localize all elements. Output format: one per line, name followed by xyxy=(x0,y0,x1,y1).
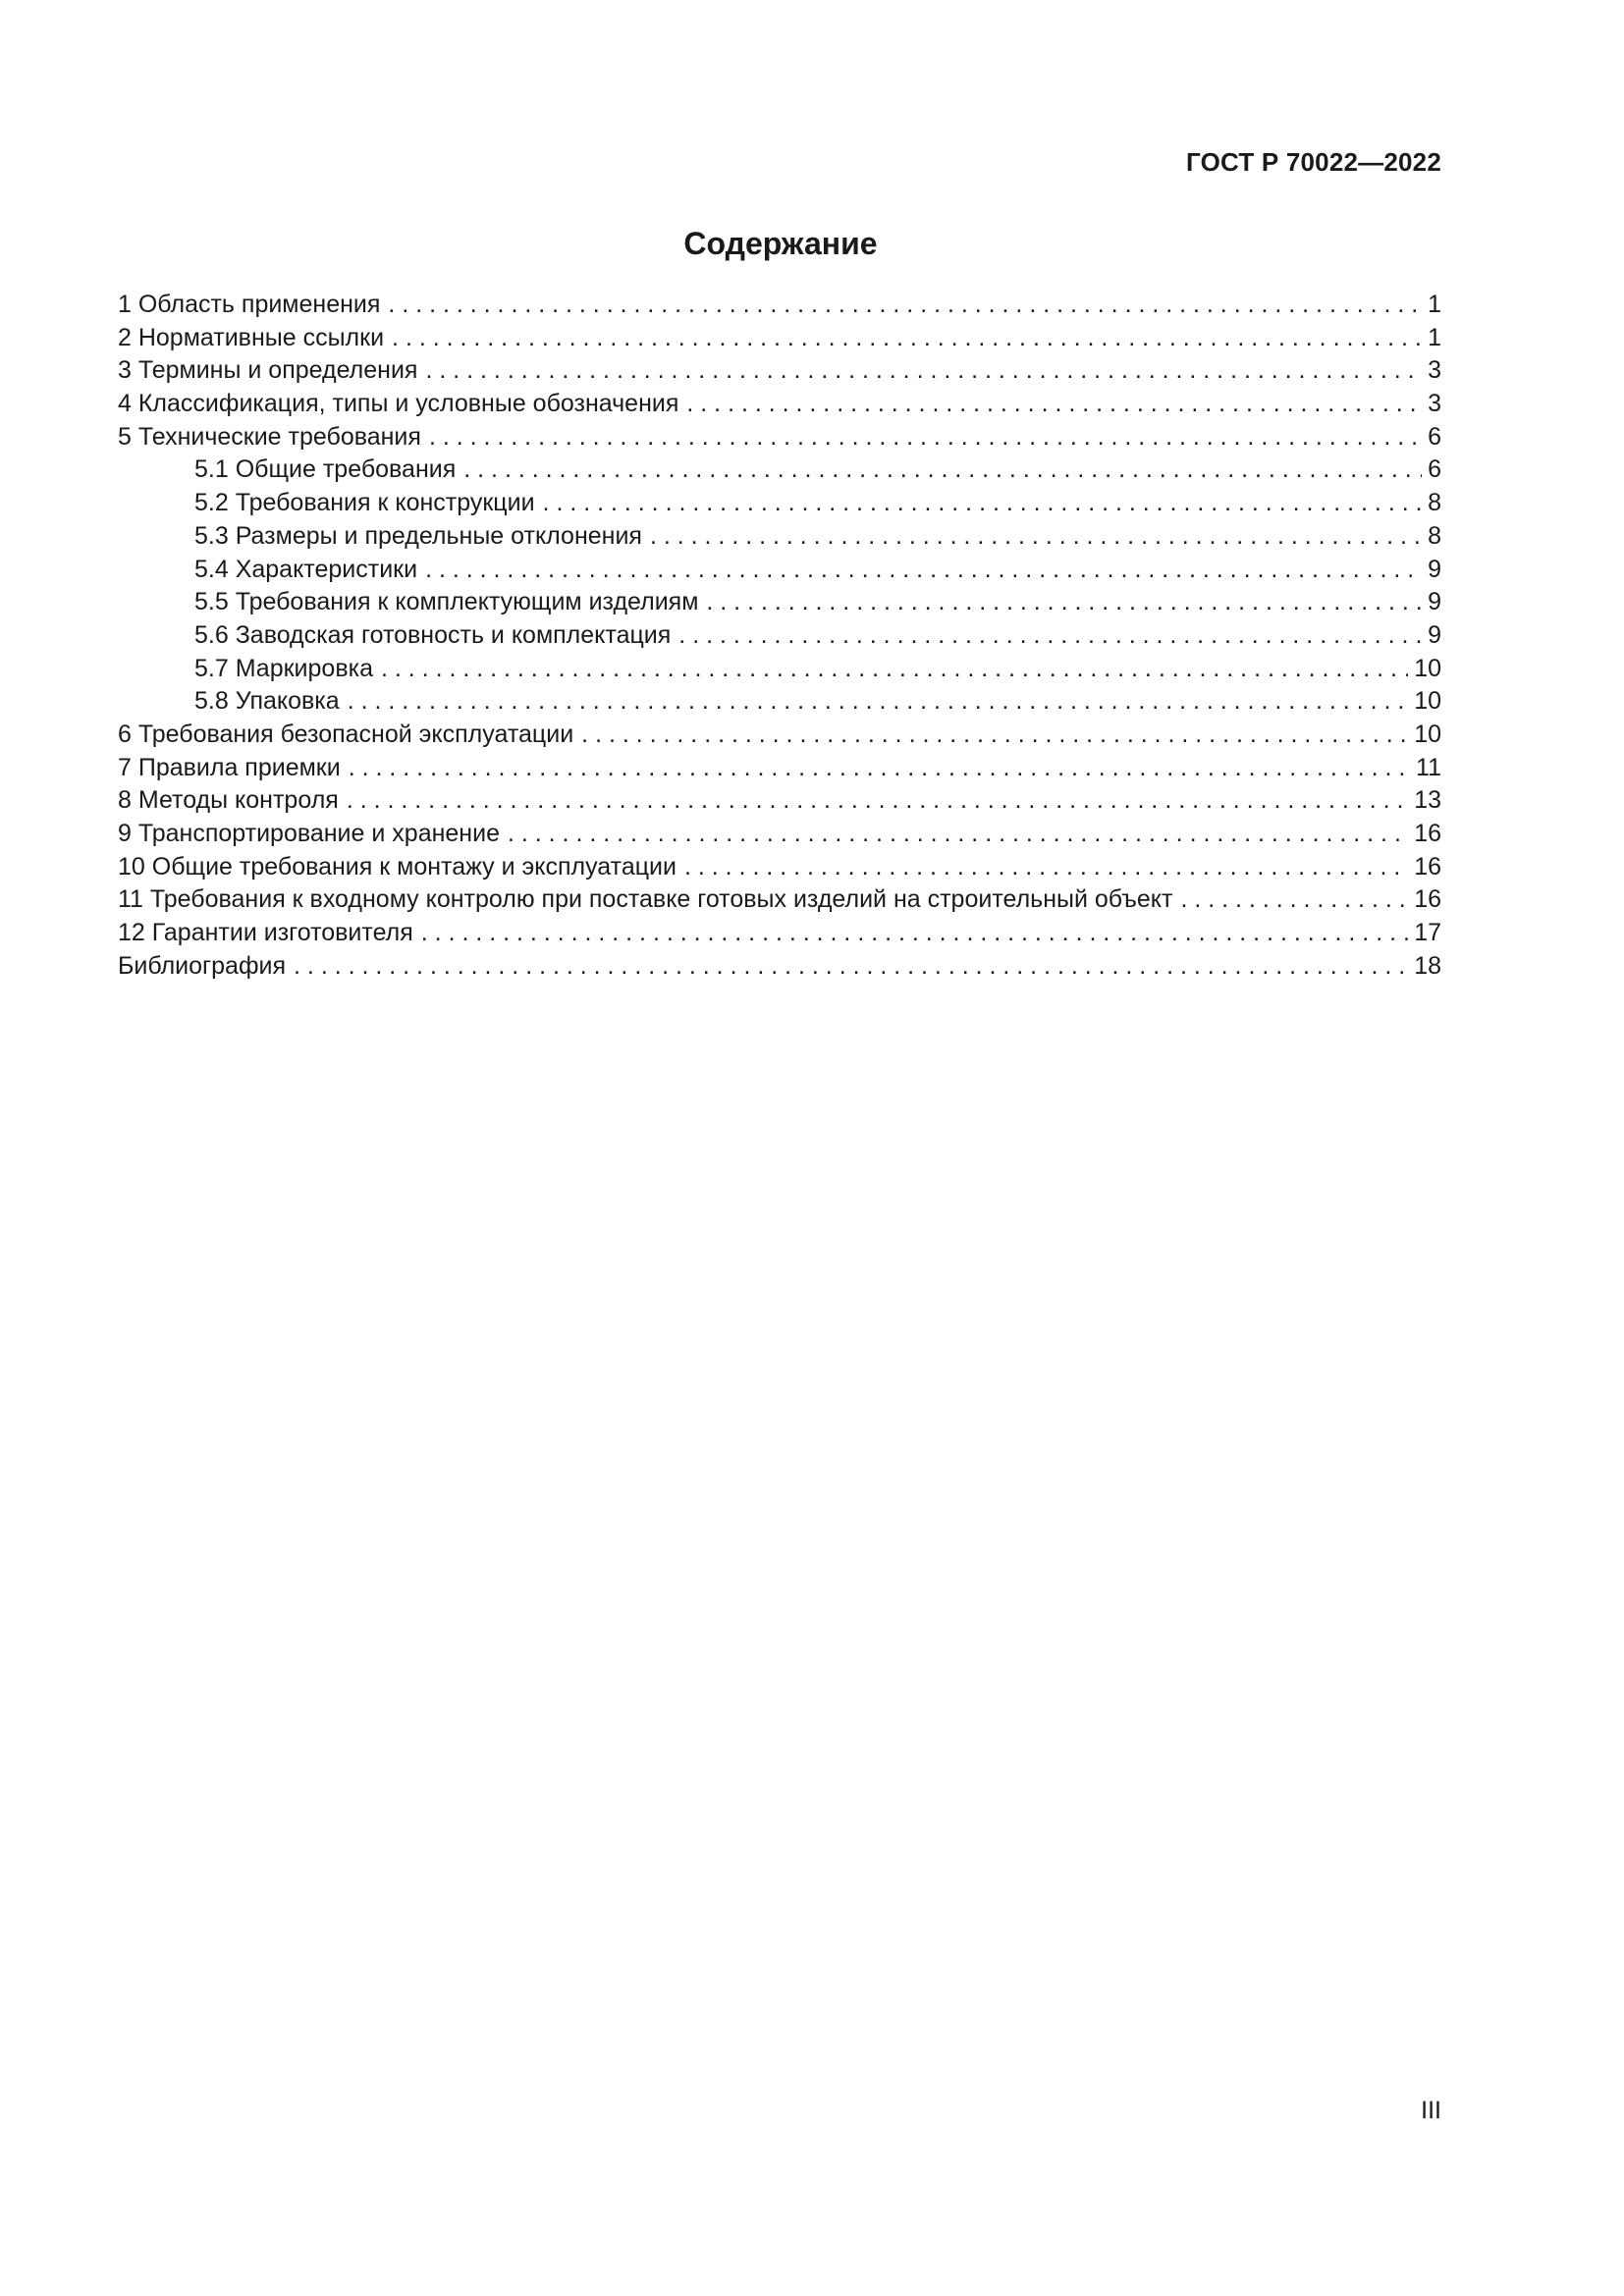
toc-subentry[interactable] xyxy=(118,487,1441,520)
toc-entry-page: 3 xyxy=(1428,356,1441,385)
toc-dot-leader xyxy=(425,554,1422,587)
toc-dot-leader xyxy=(349,752,1410,785)
toc-entry-page: 16 xyxy=(1414,820,1441,847)
toc-dot-leader xyxy=(463,454,1422,487)
toc-entry[interactable] xyxy=(118,388,1441,421)
toc-dot-leader xyxy=(1180,883,1408,917)
toc-entry-label: Библиография xyxy=(118,951,287,980)
toc-entry-page: 9 xyxy=(1428,588,1441,616)
toc-entry-page: 6 xyxy=(1428,455,1441,484)
toc-subentry[interactable] xyxy=(118,586,1441,619)
toc-entry-page: 1 xyxy=(1428,323,1441,351)
toc-dot-leader xyxy=(421,917,1408,950)
toc-entry-label: 5 Технические требования xyxy=(118,422,421,451)
toc-entry-page: 10 xyxy=(1414,720,1441,748)
toc-dot-leader xyxy=(686,388,1422,421)
toc-entry-page: 13 xyxy=(1414,786,1441,815)
toc-dot-leader xyxy=(543,487,1423,520)
toc-dot-leader xyxy=(429,421,1422,454)
toc-entry-label: 1 Область применения xyxy=(118,291,381,318)
toc-dot-leader xyxy=(650,520,1422,554)
toc-entry-label: 2 Нормативные ссылки xyxy=(118,323,385,351)
document-code: ГОСТ Р 70022—2022 xyxy=(1186,147,1441,177)
toc-subentry[interactable] xyxy=(118,554,1441,587)
toc-entry-label: 5.2 Требования к конструкции xyxy=(194,489,535,517)
toc-entry-label: 5.4 Характеристики xyxy=(194,555,418,583)
toc-entry-page: 10 xyxy=(1414,654,1441,682)
toc-entry[interactable] xyxy=(118,851,1441,884)
toc-dot-leader xyxy=(581,719,1408,752)
toc-dot-leader xyxy=(508,818,1408,851)
toc-dot-leader xyxy=(678,619,1422,653)
toc-subentry[interactable] xyxy=(118,454,1441,487)
toc-entry-label: 5.3 Размеры и предельные отклонения xyxy=(194,521,642,550)
toc-entry[interactable] xyxy=(118,354,1441,388)
toc-entry-label: 12 Гарантии изготовителя xyxy=(118,919,413,947)
toc-entry-label: 8 Методы контроля xyxy=(118,786,339,815)
page-number: III xyxy=(1421,2097,1441,2124)
toc-entry-page: 3 xyxy=(1428,390,1441,418)
toc-entry-page: 16 xyxy=(1414,852,1441,881)
toc-entry-label: 5.5 Требования к комплектующим изделиям xyxy=(194,588,699,616)
toc-title: Содержание xyxy=(683,226,878,261)
toc-entry-label: 5.8 Упаковка xyxy=(194,687,340,716)
toc-dot-leader xyxy=(294,950,1408,984)
toc-entry-label: 4 Классификация, типы и условные обозначения xyxy=(118,390,679,418)
toc-dot-leader xyxy=(684,851,1408,884)
toc-entry-label: 11 Требования к входному контролю при поставке готовых изделий на строительный объект xyxy=(118,885,1173,914)
toc-entry-label: 5.6 Заводская готовность и комплектация xyxy=(194,620,672,649)
toc-entry[interactable] xyxy=(118,322,1441,355)
toc-entry-page: 10 xyxy=(1414,687,1441,716)
toc-dot-leader xyxy=(706,586,1422,619)
toc-entry[interactable] xyxy=(118,950,1441,984)
toc-entry-label: 6 Требования безопасной эксплуатации xyxy=(118,720,574,748)
toc-dot-leader xyxy=(347,784,1408,818)
toc-entry[interactable] xyxy=(118,917,1441,950)
toc-entry-label: 3 Термины и определения xyxy=(118,356,418,385)
toc-entry-page: 8 xyxy=(1428,489,1441,517)
toc-dot-leader xyxy=(425,354,1422,388)
toc-entry-label: 5.7 Маркировка xyxy=(194,654,373,682)
toc-subentry[interactable] xyxy=(118,685,1441,719)
toc-subentry[interactable] xyxy=(118,619,1441,653)
toc-dot-leader xyxy=(348,685,1408,719)
toc-entry[interactable] xyxy=(118,289,1441,322)
toc-entry-page: 9 xyxy=(1428,555,1441,583)
toc-entry[interactable] xyxy=(118,784,1441,818)
toc-dot-leader xyxy=(381,653,1408,686)
toc-entry-label: 7 Правила приемки xyxy=(118,753,341,781)
toc-subentry[interactable] xyxy=(118,520,1441,554)
toc-entry[interactable] xyxy=(118,719,1441,752)
toc-dot-leader xyxy=(388,289,1422,322)
toc-entry-page: 6 xyxy=(1428,422,1441,451)
toc-entry-page: 18 xyxy=(1414,951,1441,980)
toc-entry[interactable] xyxy=(118,421,1441,454)
toc-entry-page: 11 xyxy=(1416,753,1441,781)
toc-entry[interactable] xyxy=(118,752,1441,785)
toc-entry-label: 5.1 Общие требования xyxy=(194,455,457,484)
toc-entry[interactable] xyxy=(118,883,1441,917)
toc-entry-page: 1 xyxy=(1428,291,1441,318)
toc-entry-label: 9 Транспортирование и хранение xyxy=(118,820,500,847)
table-of-contents xyxy=(118,289,1441,983)
toc-entry-page: 9 xyxy=(1428,620,1441,649)
toc-entry-page: 16 xyxy=(1414,885,1441,914)
toc-subentry[interactable] xyxy=(118,653,1441,686)
toc-entry-page: 8 xyxy=(1428,521,1441,550)
toc-dot-leader xyxy=(392,322,1422,355)
toc-entry[interactable] xyxy=(118,818,1441,851)
toc-entry-label: 10 Общие требования к монтажу и эксплуатации xyxy=(118,852,677,881)
toc-entry-page: 17 xyxy=(1414,919,1441,947)
